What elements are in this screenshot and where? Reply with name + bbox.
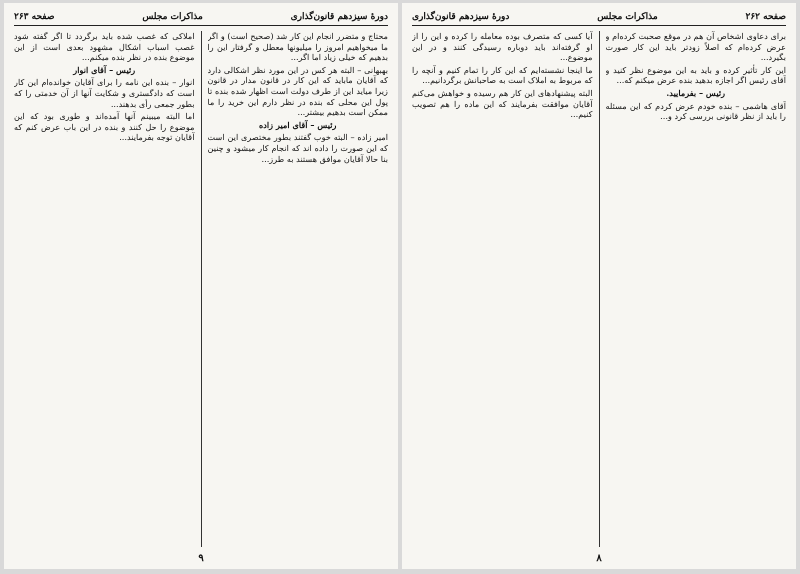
speaker-heading: رئیس – بفرمایید.: [666, 87, 726, 98]
page-number: ۹: [198, 553, 204, 564]
paragraph: آقای هاشمی – بنده خودم عرض کردم که این مسئله را باید از نظر قانونی بررسی کرد و...: [605, 100, 786, 122]
text-columns: [14, 31, 388, 547]
speaker-heading: رئیس – آقای انوار: [73, 64, 136, 75]
text-column-left: [14, 31, 195, 547]
header-center-text: مذاکرات مجلس: [142, 12, 203, 22]
header-right-text: صفحه ۲۶۲: [745, 12, 786, 22]
book-spread: [4, 3, 796, 569]
paragraph: اما البته میبینم آنها آمده‌اند و طوری بود که این موضوع را حل کنند و بنده در این باب عرض کنم که آقایان توجه بفرمایند...: [14, 111, 195, 143]
page-header: [412, 9, 786, 26]
right-page: [402, 3, 796, 569]
header-left-text: دورهٔ سیزدهم قانون‌گذاری: [412, 12, 510, 22]
paragraph: این کار تأثیر کرده و باید به این موضوع نظر کنید و آقای رئیس اگر اجازه بدهید بنده عرض میکنم که...: [605, 64, 786, 86]
paragraph: محتاج و متضرر انجام این کار شد (صحیح است) و اگر ما میخواهیم امروز را میلیونها معطل و گرفتار این را بدهیم که خیلی زیاد اما اگر...: [207, 31, 388, 63]
paragraph: آیا کسی که متصرف بوده معامله را کرده و این را از او گرفته‌اند باید دوباره رسیدگی کنند و در این موضوع...: [412, 31, 593, 63]
paragraph: برای دعاوی اشخاص آن هم در موقع صحبت کرده‌ام و عرض کرده‌ام که اصلاً زودتر باید این کار صورت بگیرد...: [605, 31, 786, 63]
paragraph: امیر زاده – البته خوب گفتند بطور مختصری این است که این صورت را داده اند که انجام کار میشود و چنین بنا حالا آقایان موافق هستند به طرز...: [207, 132, 388, 164]
text-column-left: [412, 31, 593, 547]
left-page: [4, 3, 398, 569]
paragraph: البته پیشنهادهای این کار هم رسیده و خواهش می‌کنم آقایان موافقت بفرمایند که این ماده را هم تصویب کنیم...: [412, 87, 593, 120]
page-number: ۸: [596, 553, 602, 564]
paragraph: انوار – بنده این نامه را برای آقایان خوانده‌ام این کار است که دادگستری و شکایت آنها از آن خدمتی را که بطور جمعی رأی بدهند...: [14, 77, 195, 109]
header-left-text: صفحه ۲۶۳: [14, 12, 55, 22]
column-divider: [599, 31, 600, 547]
column-divider: [201, 31, 202, 547]
header-center-text: مذاکرات مجلس: [597, 12, 658, 22]
page-header: [14, 9, 388, 26]
text-columns: [412, 31, 786, 547]
speaker-heading: رئیس – آقای امیر زاده: [258, 119, 337, 130]
text-column-right: [606, 31, 787, 547]
paragraph: ما اینجا نشسته‌ایم که این کار را تمام کنیم و آنچه را که مربوط به املاک است به صاحبانش برگردانیم...: [412, 64, 593, 86]
header-right-text: دورهٔ سیزدهم قانون‌گذاری: [290, 12, 388, 22]
paragraph: بهبهانی – البته هر کس در این مورد نظر اشکالی دارد که آقایان ماباید که این کار در قانون مدار در قانون زیرا میاید این از طرف دولت است اظهار شده بنده تا پول این محلی که بنده در نظر دارم این خرید را ما ممکن است بدهیم بیشتر...: [207, 64, 388, 118]
text-column-right: [208, 31, 389, 547]
paragraph: املاکی که غصب شده باید برگردد تا اگر گفته شود غصب اسباب اشکال مشهود بعدی است از این موضوع بنده در نظر بنده میکنم...: [14, 31, 195, 63]
